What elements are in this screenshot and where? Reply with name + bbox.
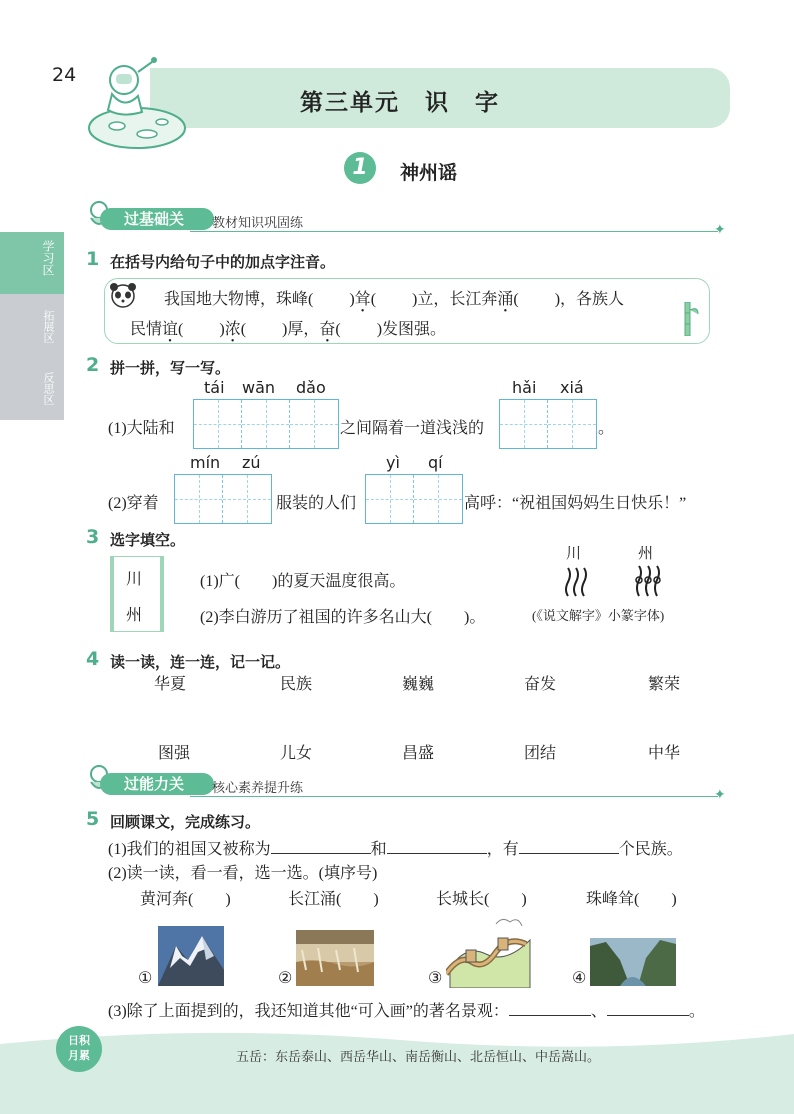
q3-choice-chuan[interactable]: 川 xyxy=(126,571,143,588)
q5-option-1: 黄河奔( ) xyxy=(140,891,231,908)
writing-grid-minzu[interactable] xyxy=(174,474,272,524)
side-tab-label-extend: 拓展区 xyxy=(42,310,55,343)
q2-row1-suffix: 。 xyxy=(598,420,615,437)
q4-top-word-5[interactable]: 繁荣 xyxy=(648,676,681,693)
section-ability-subtitle: 核心素养提升练 xyxy=(212,781,304,796)
q2-pinyin-xia: xiá xyxy=(560,378,584,397)
writing-grid-yiqi[interactable] xyxy=(365,474,463,524)
q5-option-2: 长江涌( ) xyxy=(288,891,379,908)
q5-line1: (1)我们的祖国又被称为 和 ，有 个民族。 xyxy=(108,841,683,858)
picture-label-2: ② xyxy=(278,970,293,987)
q5-line3: (3)除了上面提到的，我还知道其他“可入画”的著名景观： 、 。 xyxy=(108,1003,705,1020)
river-waterfall-image xyxy=(296,930,374,986)
footer-wave xyxy=(0,1024,794,1114)
q5-line2: (2)读一读，看一看，选一选。(填序号) xyxy=(108,865,378,882)
q3-title: 选字填空。 xyxy=(110,531,186,549)
q2-row1-middle: 之间隔着一道浅浅的 xyxy=(340,420,485,437)
footer-text: 五岳：东岳泰山、西岳华山、南岳衡山、北岳恒山、中岳嵩山。 xyxy=(236,1049,601,1064)
q2-pinyin-hai: hǎi xyxy=(512,378,537,397)
star-icon: ✦ xyxy=(714,222,726,238)
section-basic-subtitle: 教材知识巩固练 xyxy=(212,216,304,231)
q2-title: 拼一拼，写一写。 xyxy=(110,359,231,377)
answer-blank-2[interactable] xyxy=(387,853,487,854)
q1-line2: 民情谊( )浓( )厚，奋( )发图强。 xyxy=(130,321,447,338)
section-basic-label: 过基础关 xyxy=(100,208,214,230)
q1-line1: 我国地大物博，珠峰( )耸( )立，长江奔涌( )，各族人 xyxy=(164,291,625,308)
side-tab-label-reflect: 反思区 xyxy=(42,372,55,405)
answer-blank-4[interactable] xyxy=(509,1015,591,1016)
q2-row2-suffix: 高呼：“祝祖国妈妈生日快乐！” xyxy=(464,495,687,512)
q4-top-word-3[interactable]: 巍巍 xyxy=(402,676,435,693)
q2-pinyin-min: mín xyxy=(190,453,221,472)
q4-top-word-1[interactable]: 华夏 xyxy=(154,676,187,693)
q3-choice-zhou[interactable]: 州 xyxy=(126,607,143,624)
q3-seal-label-chuan: 川 xyxy=(566,546,582,562)
writing-grid-haixia[interactable] xyxy=(499,399,597,449)
great-wall-image xyxy=(446,914,532,988)
q2-row2-prefix: (2)穿着 xyxy=(108,495,159,512)
seal-script-chuan-icon xyxy=(564,566,588,598)
lesson-number-badge: 1 xyxy=(344,152,376,184)
section-ability-rule xyxy=(190,796,718,797)
q4-bottom-word-3[interactable]: 昌盛 xyxy=(402,745,435,762)
section-ability-label: 过能力关 xyxy=(100,773,214,795)
q3-seal-label-zhou: 州 xyxy=(638,546,654,562)
q2-number: 2 xyxy=(86,354,100,376)
q2-row1-prefix: (1)大陆和 xyxy=(108,420,175,437)
footer-badge xyxy=(56,1026,102,1072)
astronaut-moon-illustration xyxy=(82,50,192,150)
picture-label-1: ① xyxy=(138,970,153,987)
q2-pinyin-zu: zú xyxy=(242,453,261,472)
picture-label-4: ④ xyxy=(572,970,587,987)
q2-pinyin-tai: tái xyxy=(204,378,225,397)
q3-item-1: (1)广( )的夏天温度很高。 xyxy=(200,573,406,590)
q4-bottom-word-2[interactable]: 儿女 xyxy=(280,745,313,762)
seal-script-zhou-icon xyxy=(634,564,662,598)
q5-number: 5 xyxy=(86,808,100,830)
unit-title: 第三单元 识 字 xyxy=(300,90,500,116)
bamboo-icon xyxy=(676,302,700,340)
mountain-snow-image xyxy=(158,926,224,986)
q4-top-word-2[interactable]: 民族 xyxy=(280,676,313,693)
q4-number: 4 xyxy=(86,648,100,670)
footer-badge-line2: 月累 xyxy=(68,1049,90,1062)
q1-number: 1 xyxy=(86,248,100,270)
answer-blank-5[interactable] xyxy=(607,1015,689,1016)
q4-top-word-4[interactable]: 奋发 xyxy=(524,676,557,693)
q1-title: 在括号内给句子中的加点字注音。 xyxy=(110,253,336,271)
q5-option-4: 珠峰耸( ) xyxy=(586,891,677,908)
side-tab-label-study: 学习区 xyxy=(41,240,55,276)
q2-row2-middle: 服装的人们 xyxy=(276,495,357,512)
answer-blank-1[interactable] xyxy=(271,853,371,854)
q5-title: 回顾课文，完成练习。 xyxy=(110,813,261,831)
star-icon-2: ✦ xyxy=(714,787,726,803)
q4-bottom-word-1[interactable]: 图强 xyxy=(158,745,191,762)
footer-badge-line1: 日积 xyxy=(68,1034,90,1047)
q2-pinyin-qi: qí xyxy=(428,453,443,472)
q2-pinyin-wan: wān xyxy=(242,378,276,397)
answer-blank-3[interactable] xyxy=(519,853,619,854)
q4-title: 读一读，连一连，记一记。 xyxy=(110,653,291,671)
q4-bottom-word-4[interactable]: 团结 xyxy=(524,745,557,762)
section-basic-rule xyxy=(190,231,718,232)
q2-pinyin-dao: dǎo xyxy=(296,378,326,397)
panda-icon xyxy=(108,282,138,308)
page-number: 24 xyxy=(52,64,77,86)
q3-seal-caption: (《说文解字》小篆字体) xyxy=(532,608,665,623)
q2-pinyin-yi: yì xyxy=(386,453,400,472)
picture-label-3: ③ xyxy=(428,970,443,987)
lesson-title: 神州谣 xyxy=(400,162,458,184)
q3-number: 3 xyxy=(86,526,100,548)
q4-bottom-word-5[interactable]: 中华 xyxy=(648,745,681,762)
writing-grid-taiwandao[interactable] xyxy=(193,399,339,449)
q5-option-3: 长城长( ) xyxy=(436,891,527,908)
q3-item-2: (2)李白游历了祖国的许多名山大( )。 xyxy=(200,609,486,626)
gorge-landscape-image xyxy=(590,938,676,986)
